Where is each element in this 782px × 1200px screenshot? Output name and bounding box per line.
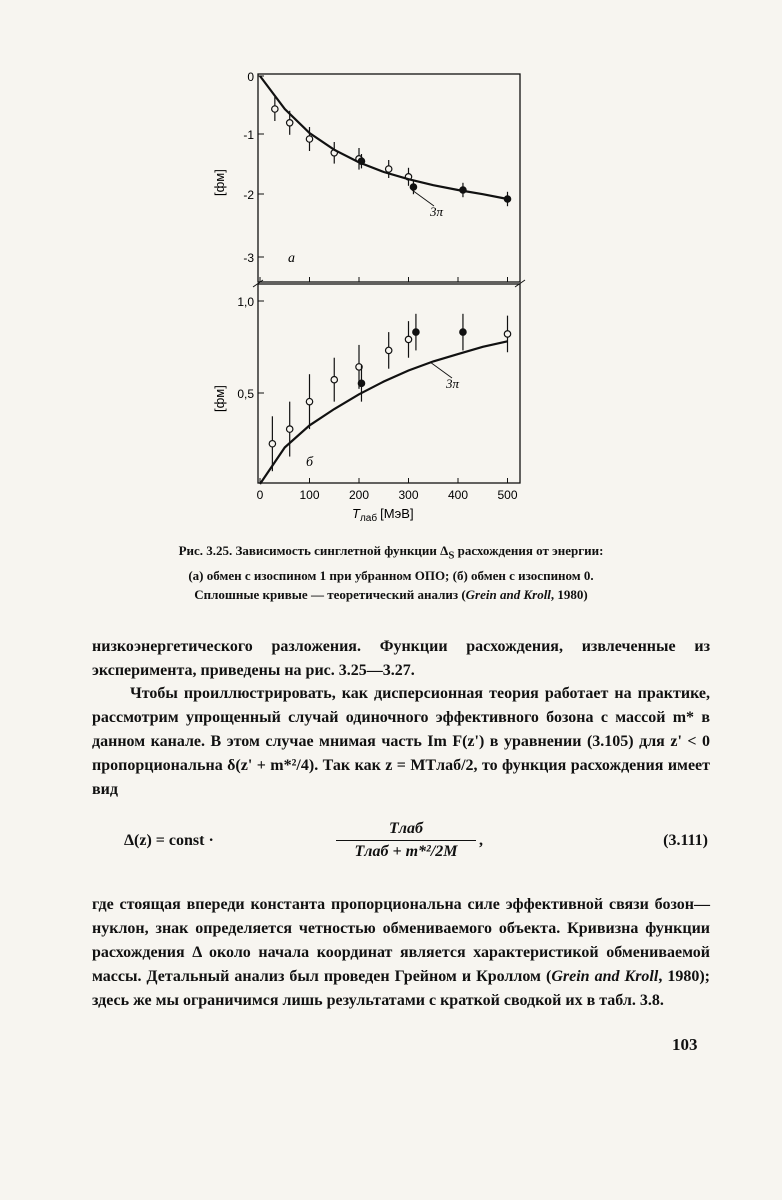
- caption-line-3-end: , 1980): [550, 586, 588, 602]
- data-point-open: [306, 136, 312, 142]
- equation-numerator: Tлаб: [336, 820, 476, 841]
- caption-line-3: [96, 585, 686, 604]
- data-point-open: [269, 441, 275, 447]
- y-tick-label: 0: [247, 70, 254, 84]
- data-point-open: [272, 106, 278, 112]
- paragraph-3-start: где стоящая впереди константа пропорциональна силе эффективной связи бозон—нуклон, знак определяется четностью обмениваемого объекта. Кривизна функции расхождения Δ около начала координат является характеристикой обмениваемой массы. Детальный анализ был проведен Грейном и Кроллом (: [92, 896, 710, 985]
- x-tick-label: 100: [299, 488, 320, 502]
- data-point-filled: [413, 329, 419, 335]
- xlabel-unit: [МэВ]: [380, 506, 414, 521]
- xlabel: [352, 506, 414, 524]
- x-tick-label: 300: [398, 488, 419, 502]
- data-point-open: [331, 376, 337, 382]
- paragraph-3: [92, 893, 710, 1013]
- x-tick-label: 200: [348, 488, 370, 502]
- equation-lhs: Δ(z) = const ·: [124, 832, 214, 849]
- plot-frame: [258, 284, 520, 483]
- data-point-open: [504, 331, 510, 337]
- data-point-open: [405, 336, 411, 342]
- data-point-filled: [460, 329, 466, 335]
- equation-fraction: [336, 820, 476, 861]
- figure-3-25: [0, 0, 782, 540]
- caption-line-3-start: Сплошные кривые — теоретический анализ (: [194, 586, 466, 602]
- caption-line-1-sub: S: [448, 549, 455, 562]
- panel-b-label: б: [306, 455, 314, 470]
- xlabel-sub: лаб: [359, 513, 378, 524]
- data-point-filled: [358, 380, 364, 386]
- data-point-open: [287, 120, 293, 126]
- y-tick-label: -1: [243, 128, 254, 142]
- y-tick-label: 1,0: [237, 295, 254, 309]
- data-point-open: [386, 166, 392, 172]
- figure-caption: [96, 541, 686, 604]
- paragraph-2: Чтобы проиллюстрировать, как дисперсионная теория работает на практике, рассмотрим упрощенный случай одиночного эффективного бозона с массой m* в данном канале. В этом случае мнимая часть Im F(z') в уравнении (3.105) для z' < 0 пропорциональна δ(z' + m*²/4). Так как z = MTлаб/2, то функция расхождения имеет вид: [92, 685, 710, 798]
- caption-line-1: [96, 541, 686, 566]
- data-point-filled: [410, 184, 416, 190]
- y-tick-label: 0,5: [237, 387, 254, 401]
- plot-frames: [237, 70, 525, 502]
- caption-line-1-text: Рис. 3.25. Зависимость синглетной функции Δ: [178, 543, 449, 558]
- theory-curve: [260, 341, 508, 484]
- curve-label-b: 3π: [446, 376, 460, 391]
- equation-3-111: [92, 820, 710, 870]
- theory-curve: [260, 76, 508, 199]
- data-point-open: [306, 398, 312, 404]
- data-point-open: [287, 426, 293, 432]
- paragraph-1: низкоэнергетического разложения. Функции расхождения, извлеченные из эксперимента, приведены на рис. 3.25—3.27.: [92, 638, 710, 679]
- data-point-open: [386, 347, 392, 353]
- equation-number: (3.111): [663, 832, 708, 849]
- ylabel-a: [фм]: [212, 169, 227, 196]
- xlabel-main: T: [352, 506, 360, 521]
- paragraph-3-end: , 1980); здесь же мы ограничимся лишь результатами с краткой сводкой их в табл. 3.8.: [92, 968, 711, 1009]
- x-tick-label: 500: [497, 488, 518, 502]
- y-tick-label: -2: [243, 188, 254, 202]
- y-tick-label: -3: [243, 251, 254, 265]
- caption-reference: Grein and Kroll: [465, 586, 551, 602]
- plot-marks: [260, 76, 511, 484]
- caption-line-1-end: расхождения от энергии:: [454, 543, 604, 558]
- page-number: 103: [672, 1035, 698, 1054]
- curve-label-a: 3π: [430, 204, 444, 219]
- x-tick-label: 400: [447, 488, 469, 502]
- equation-denominator: Tлаб + m*²/2M: [354, 843, 458, 860]
- x-tick-label: 0: [256, 488, 264, 502]
- equation-comma: ,: [479, 832, 483, 849]
- caption-line-2: (а) обмен с изоспином 1 при убранном ОПО; (б) обмен с изоспином 0.: [188, 567, 594, 583]
- paragraph-3-reference: Grein and Kroll: [551, 968, 659, 985]
- panel-a-label: a: [288, 251, 295, 266]
- ylabel-b: [фм]: [212, 385, 227, 412]
